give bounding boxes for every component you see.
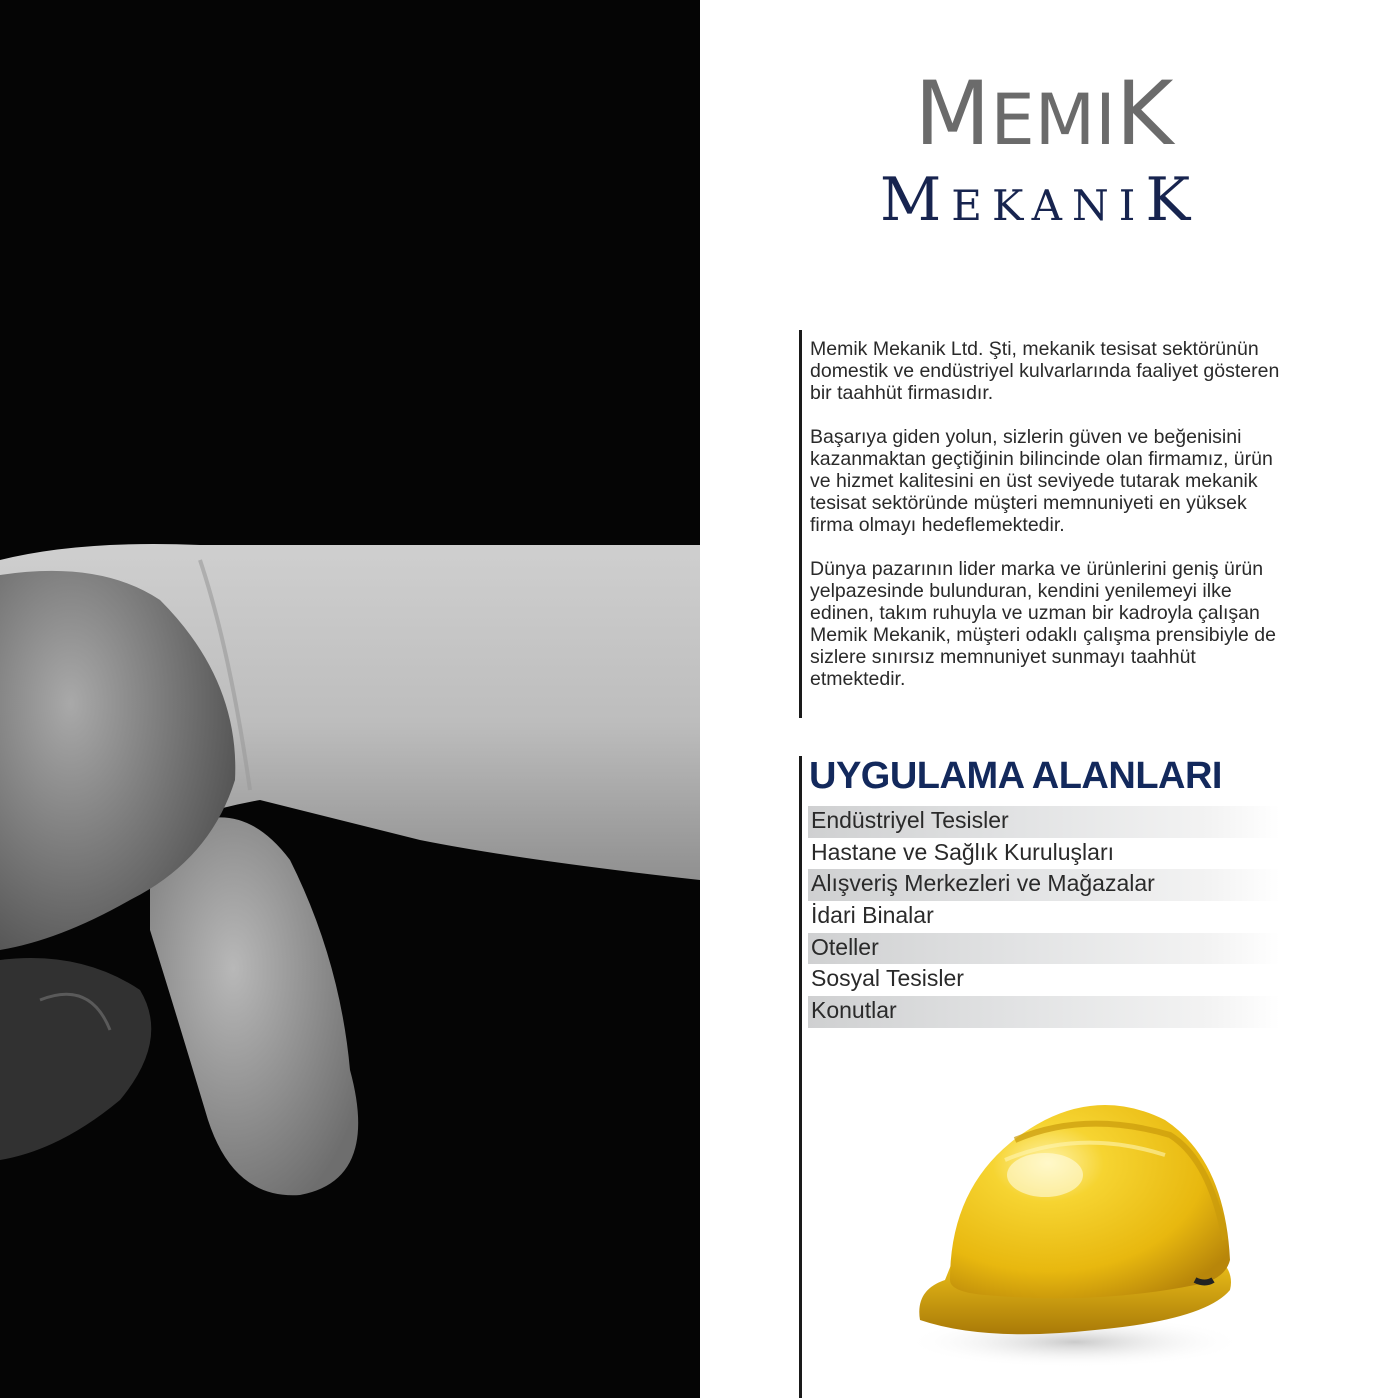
about-paragraph: Dünya pazarının lider marka ve ürünlerini geniş ürün yelpazesinde bulunduran, kendini yenilemeyi ilke edinen, takım ruhuyla ve uzman bir kadroyla çalışan Memik Mekanik, müşteri odaklı çalışma prensibiyle de sizlere sınırsız memnuniyet sunmayı taahhüt etmektedir. <box>810 558 1277 690</box>
list-item: Konutlar <box>808 996 1280 1028</box>
divider-gap <box>799 718 802 756</box>
logo-word-mekanik: MEKANIK <box>879 165 1201 235</box>
about-paragraph: Memik Mekanik Ltd. Şti, mekanik tesisat sektörünün domestik ve endüstriyel kulvarlarında faaliyet gösteren bir taahhüt firmasıdır. <box>810 338 1280 404</box>
yellow-hard-hat-photo <box>895 1080 1255 1385</box>
list-item: Hastane ve Sağlık Kuruluşları <box>811 838 1114 865</box>
areas-list <box>808 806 1280 1028</box>
list-item: İdari Binalar <box>811 902 934 929</box>
vertical-divider <box>799 330 802 1398</box>
list-item: Sosyal Tesisler <box>811 965 964 992</box>
about-paragraph: Başarıya giden yolun, sizlerin güven ve beğenisini kazanmaktan geçtiğinin bilincinde olan firmamız, ürün ve hizmet kalitesini en üst seviyede tutarak mekanik tesisat sektöründe müşteri memnuniyeti en yüksek firma olmayı hedeflemektedir. <box>810 426 1273 536</box>
areas-heading: UYGULAMA ALANLARI <box>809 755 1222 797</box>
logo-word-memik: MEMIK <box>914 62 1174 165</box>
memik-mekanik-logo <box>860 62 1220 235</box>
list-item: Alışveriş Merkezleri ve Mağazalar <box>808 869 1280 901</box>
about-text <box>810 338 1290 712</box>
list-item: Endüstriyel Tesisler <box>808 806 1280 838</box>
list-item: Oteller <box>808 933 1280 965</box>
